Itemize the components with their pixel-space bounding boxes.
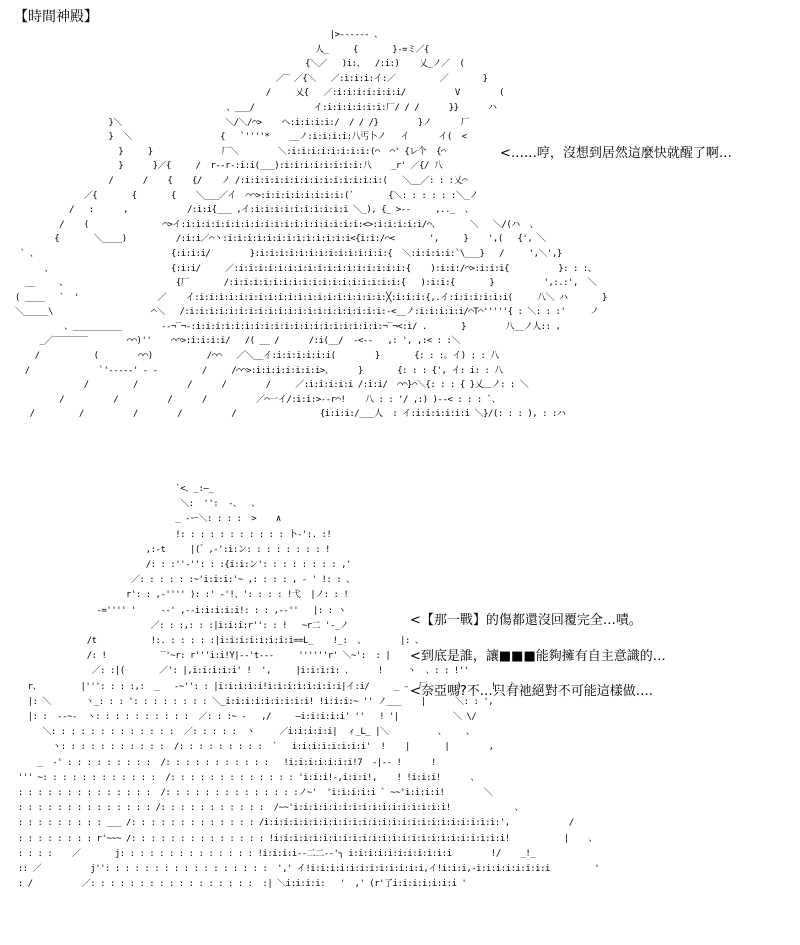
ascii-art-figure: `<、_:―_ ＼: '': -、 、 _ -ー＼: : : : > ∧ !: : : : : : : : : : : 卜-':. :! ,:-t |(゛,-':i:ン: : : : : : : : ! /: : :''-'': : :{i:i:ン': : : : : : : : ,' ／: : : : : :~'i:i:i:'~ ,: : : : , - ' !: : 、 r': : ,-'''' ): :' -'!、': : : : !弋 |ノ: : ! -='''' ' --' ,--i:i:i:i:i!: : : ,--'' |: : ヽ ／: : :,: : :|i:i:i:r'': : ! ~r二 '-_ノ /t !:. : : : : :|i:i:i:i:i:i:i:i==L_ !_: 、 |: 、 /: ! ‾'~r: r'''i:i!Y|--'t--- ''''''r' ＼~': : | ／: :|( ／': |,i:i:i:i:i' ! ', |i:i:i:i: 、 ! ヽ 、: : !'' r、 |''': : : :,: _ -~'': : |i:i:i:i:i!i:i:i:i:i:i:i:i|イ:i/ _ - 厂 ) !: ＼ |: ＼ ヽ_: : : ': : : : : : : : ＼_i:i:i:i:i:i:i:i:i! !i:i:i:~ '' ノ___ | ＼: : ', |: : --~- ヽ: : : : : : : : : : ／: : :~ - ,/ ―i:i:i:i:i' '' ! '| ＼ \/ ＼: : : : : : : : : : : : : ／: : : : : ヽ ／i:i:i:i:i| ィ_L_ |＼ 、 、 ヽ: : : : : : : : : : : /: : : : : : : : : ` i:i:i:i:i:i:i:i' ! | | , _ -' : : : : : : : : : /: : : : : : : : : : : !i:i:i:i:i:i:i!7 -|-- ! ! ''' ~: : : : : : : : : : : : /: : : : : : : : : : : : : 'i:i:i!-,i:i:i!, ! !i:i:i! 、 : : : : : : : : : : : : : : /: : : : : : : : : : : : : :ノ~' 'i:i:i:i:i ` ~~'i:i:i:i! ＼ : : : : : : : : : : : : : : /: : : : : : : : : : : /~~'i:i:i:i:i:i:i:i:i:i:i:i:i:i:i:i! 、 : : : : : : : : : ___ /: : : : : : : : : : : : : /i:i:i:i:i:i:i:i:i:i:i:i:i:i:i:i:i:i:i:i:i:i:i:i:', / : : : : : : : : r'~~~ /: : : : : : : : : : : : : : !i:i:i:i:i:i:i:i:i:i:i:i:i:i:i:i:i:i:i:i:i:i:i:i! | 、 : : : : ／ j: : : : : : : : : : : : : : !i:i:i:i--二二--'┐ i:i:i:i:i:i:i:i:i:i:i !/ _!_ :: ／ j'': : : : : : : : : : : : : : : : : ',' イ!i:i:i:i:i:i:i:i:i:i:i:i,イ!i:i:i,-i:i:i:i:i:i:i:i ' : / ／: : : : : : : : : : : : : : : : : :| ＼i:i:i:i: ' ,' (r'了i:i:i:i:i:i:i ' <box>17 484 600 890</box>
ascii-art-dragon: |>------ 、 人_ { }-=ミ／{ {＼／ )i:、 /:i:) 乂_ノ／ ( ／‾ ／{＼ ／:i:i:i:イ:／ ／ } / 乂{ ／:i:i:i:i:i:i:i/ V ( 、___/ イ:i:i:i:i:i:i:厂/ / / }} ハ }＼ ＼/＼/⌒> ヘ:i:i:i:i:/ / / /} }ノ 厂 } ＼ { `''''* __ノ:i:i:i:i:八丐卜ノ イ イ( < } } 厂＼ ＼:i:i:i:i:i:i:i:i:(⌒ ⌒' {レ个 {⌒ } }／{ / r--r-:i:i(___):i:i:i:i:i:i:i:i:八 _r' ／{/ 八 / / { {/ ノ /:i:i:i:i:i:i:i:i:i:i:i:i:i:i:( ＼__／: : :乂⌒ ／{ { { ＼___／イ ⌒⌒>:i:i:i:i:i:i:i:i:(` {＼: : : : : :＼_ノ / : , /:i:i{___ ,イ:i:i:i:i:i:i:i:i:i:i ＼_), {_ >-- ,.._ 、 / ( ⌒>イ:i:i:i:i:i:i:i:i:i:i:i:i:i:i:i:i:i:i:<>:i:i:i:i:i/⌒、 ＼ ＼/(ハ 、 { ＼____) /:i:i／⌒丶:i:i:i:i:i:i:i:i:i:i:i:i:i<{i:i:/⌒< ', } ',( {', ＼ ` 、 {:i:i:i/ }:i:i:i:i:i:i:i:i:i:i:i:i:i:{ ＼:i:i:i:i:`\___} / ',＼',} 、 {:i:i/ ／:i:i:i:i:i:i:i:i:i:i:i:i:i:i:i:i:i:{ ):i:i:/⌒>:i:i:i{ }: : :、 __ 、 {厂 /:i:i:i:i:i:i:i:i:i:i:i:i:i:i:i:i:i:{ ):i:i:{ } ',:.:', ＼ ( ____ ` ' ／ イ:i:i:i:i:i:i:i:i:i:i:i:i:i:i:i:i:i:i:i:╳:i:i:i:{,.イ:i:i:i:i:i:i( 八＼ ハ } ＼_____\ ⌒＼ /:i:i:i:i:i:i:i:i:i:i:i:i:i:i:i:i:i:i:i:i:-<__ノ:i:i:i:i:i/⌒T⌒'''''{ : ＼: : :' ノ 、__________ --¬‾¬-:i:i:i:i:i:i:i:i:i:i:i:i:i:i:i:i:i:i:i:¬‾¬<:i/ . } 八__ノ人:: , _／‾‾‾‾‾‾‾ ⌒⌒)'' ⌒⌒>:i:i:i:i/ /( __ / /:i(__/ -<-- ,: ', ,:< : :＼ / ( ⌒⌒) /⌒⌒ ／＼__イ:i:i:i:i:i:i( } {: : :。イ) : : 八 / `'-----' - - / /⌒⌒>:i:i:i:i:i:i:i>、 } {: : : {', イ: i: : 八 / / / / / ／:i:i:i:i:i /:i:i/ ⌒⌒}⌒＼{: : : { }乂＿ノ: : ＼ / / / / ／⌒一イ/:i:i:>--r⌒! 八 : : '/ ,:) )--< : : : `、 / / / / / {i:i:i:/___人 : イ:i:i:i:i:i:i ＼}/(: : : ), : :ハ <box>14 30 607 420</box>
dialogue-line-2: <到底是誰，讓■■■能夠擁有自主意識的… <box>410 649 666 664</box>
page-title: 【時間神殿】 <box>14 9 98 25</box>
dialogue-line-3: <奈亞嗎?不…只有祂絕對不可能這樣做…. <box>410 684 653 699</box>
dialogue-line-top: <……哼，沒想到居然這麼快就醒了啊… <box>500 146 732 161</box>
dialogue-line-1: <【那一戰】的傷都還沒回覆完全…嘖。 <box>410 613 642 628</box>
